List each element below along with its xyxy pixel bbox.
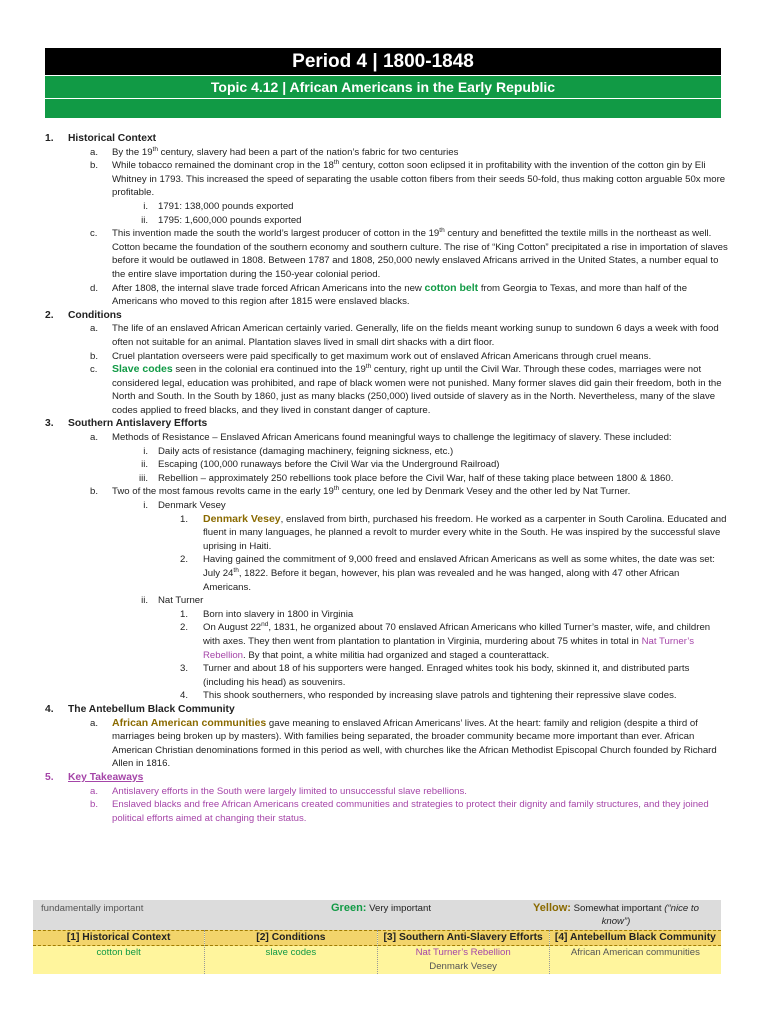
section-title: Southern Antislavery Efforts	[68, 418, 208, 430]
list-item: i. 1791: 138,000 pounds exported	[143, 200, 294, 212]
section-southern-antislavery-efforts: 3. Southern Antislavery Efforts	[45, 418, 208, 430]
column-header: [1] Historical Context	[33, 930, 204, 946]
list-item: b. Cruel plantation overseers were paid specifically to get maximum work out of enslaved African Americans through cruel means.	[90, 350, 652, 362]
section-title: Conditions	[68, 309, 122, 321]
list-item: a. By the 19th century, slavery had been a part of the nation’s fabric for two centuries	[90, 145, 459, 158]
table-cell: slave codes	[265, 947, 317, 958]
list-item: d. After 1808, the internal slave trade forced African Americans into the new cotton belt from Georgia to Texas, and more than half of the Americans who moved to this region after 1815 were enslaved blacks.	[90, 281, 688, 308]
table-cell	[33, 960, 204, 974]
list-item: a. African American communities gave meaning to enslaved African Americans’ lives. At the heart: family and religion (despite a third of marriages being broken up by masters). With families being separated, the broader community became more important than ever. African American Christian denominations formed in this period as well, with churches like the African Methodist Episcopal Church founded by Richard Allen in 1816.	[90, 716, 717, 770]
key-terms-table	[33, 930, 721, 974]
list-item: i. Denmark Vesey	[143, 500, 226, 512]
list-item: b. Two of the most famous revolts came in the early 19th century, one led by Denmark Vesey and the other led by Nat Turner.	[90, 485, 631, 498]
table-column	[378, 930, 550, 974]
table-column	[33, 930, 205, 974]
list-item: iii. Rebellion – approximately 250 rebellions took place before the Civil War, half of these taking place between 1800 & 1860.	[138, 472, 674, 484]
key-term-nat-turners-rebellion: Nat Turner’s Rebellion	[203, 635, 694, 661]
outline	[0, 132, 768, 825]
section-title: Historical Context	[68, 133, 157, 144]
list-item: a. Methods of Resistance – Enslaved African Americans found meaningful ways to challenge the legitimacy of slavery. These included:	[90, 432, 672, 444]
column-header: [3] Southern Anti-Slavery Efforts	[378, 930, 549, 946]
list-item: ii. Escaping (100,000 runaways before the Civil War via the Underground Railroad)	[141, 459, 500, 471]
page-header	[45, 48, 721, 118]
list-item: c. This invention made the south the world’s largest producer of cotton in the 19th century and benefitted the textile mills in the northeast as well. Cotton became the foundation of the southern economy and southern culture. The rise of “King Cotton” precipitated a rise in importation of slaves before it would be outlawed in 1808. Between 1787 and 1808, 250,000 newly enslaved Africans arrived in the United States, a number equal to the entire slave importation during the 150-year colonial period.	[90, 226, 728, 280]
list-item: 2. Having gained the commitment of 9,000 freed and enslaved African Americans as well as some whites, the date was set: July 24th, 1822. Before it began, however, his plan was revealed and he was hanged, along with 47 other African Americans.	[180, 554, 715, 593]
list-item: ii. Nat Turner	[141, 595, 204, 607]
section-historical-context: 1. Historical Context	[45, 133, 157, 144]
section-title: Key Takeaways	[68, 771, 144, 783]
table-cell: cotton belt	[96, 947, 141, 958]
list-item: a. Antislavery efforts in the South were largely limited to unsuccessful slave rebellions.	[90, 785, 467, 797]
column-header: [4] Antebellum Black Community	[550, 930, 721, 946]
section-title: The Antebellum Black Community	[68, 703, 235, 715]
legend	[33, 900, 721, 974]
list-item: 2. On August 22nd, 1831, he organized about 70 enslaved African Americans who killed Turner’s master, wife, and children with axes. They then went from plantation to plantation in Virginia, murdering about 75 whites in total in Nat Turner’s Rebellion. By that point, a white militia had organized and staged a counterattack.	[180, 621, 711, 661]
table-cell: Nat Turner’s Rebellion	[415, 947, 511, 958]
table-cell: Denmark Vesey	[429, 961, 497, 972]
list-item: 4. This shook southerners, who responded by increasing slave patrols and tightening their repressive slave codes.	[180, 690, 677, 702]
key-term-slave-codes: Slave codes	[112, 363, 173, 376]
list-item: 1. Born into slavery in 1800 in Virginia	[180, 608, 354, 620]
legend-yellow: Yellow: Somewhat important (“nice to know”)	[533, 902, 699, 927]
list-item: b. While tobacco remained the dominant crop in the 18th century, cotton soon eclipsed it in profitability with the invention of the cotton gin by Eli Whitney in 1793. This increased the speed of separating the usable cotton fibers from their seeds 50-fold, thus making cotton arguable 50x more profitable.	[90, 159, 726, 199]
page-title: Period 4 | 1800-1848	[45, 48, 721, 75]
table-cell	[205, 960, 376, 974]
table-column	[550, 930, 721, 974]
section-conditions: 2. Conditions	[45, 309, 122, 321]
legend-green: Green: Very important	[331, 902, 431, 914]
list-item: i. Daily acts of resistance (damaging machinery, feigning sickness, etc.)	[143, 445, 454, 457]
list-item: b. Enslaved blacks and free African Americans created communities and strategies to protect their dignity and family structures, and they joined political efforts aimed at changing their status.	[90, 799, 709, 824]
key-term-african-american-communities: African American communities	[112, 716, 267, 729]
column-header: [2] Conditions	[205, 930, 376, 946]
list-item: 1. Denmark Vesey, enslaved from birth, purchased his freedom. He worked as a carpenter in South Carolina. Educated and fluent in many languages, he planned a revolt to murder every white in the South. He was inspired by the successful slave uprising in Haiti.	[180, 512, 727, 552]
list-item: c. Slave codes seen in the colonial era continued into the 19th century, right up until the Civil War. Through these codes, marriages were not considered legal, education was prohibited, and rape of black women were not punished. Many former slaves did gain their freedom, both in the North and South. In the South by 1860, just as many blacks (250,000) lived outside of slavery as in the North. Nevertheless, many of the slave codes applied to freed blacks, and they lived in constant danger of capture.	[90, 362, 722, 416]
list-item: a. The life of an enslaved African American certainly varied. Generally, life on the fields meant working sunup to sundown 6 days a week with food often not suitable for an animal. Plantation slaves lived in small dirt shacks with a dirt floor.	[90, 323, 719, 348]
legend-purple: fundamentally important	[41, 903, 144, 914]
section-antebellum-black-community: 4. The Antebellum Black Community	[45, 703, 235, 715]
table-cell	[550, 960, 721, 974]
list-item: 3. Turner and about 18 of his supporters were hanged. Enraged whites took his body, skinned it, and distributed parts (including his head) as souvenirs.	[180, 663, 690, 688]
table-cell: African American communities	[570, 947, 700, 958]
key-term-denmark-vesey: Denmark Vesey	[203, 512, 281, 525]
list-item: ii. 1795: 1,600,000 pounds exported	[141, 214, 302, 226]
page-subtitle: Topic 4.12 | African Americans in the Early Republic	[45, 75, 721, 98]
table-column	[205, 930, 377, 974]
section-key-takeaways: 5. Key Takeaways	[45, 771, 144, 783]
legend-key	[33, 900, 721, 930]
header-bar	[45, 98, 721, 118]
key-term-cotton-belt: cotton belt	[424, 281, 479, 294]
